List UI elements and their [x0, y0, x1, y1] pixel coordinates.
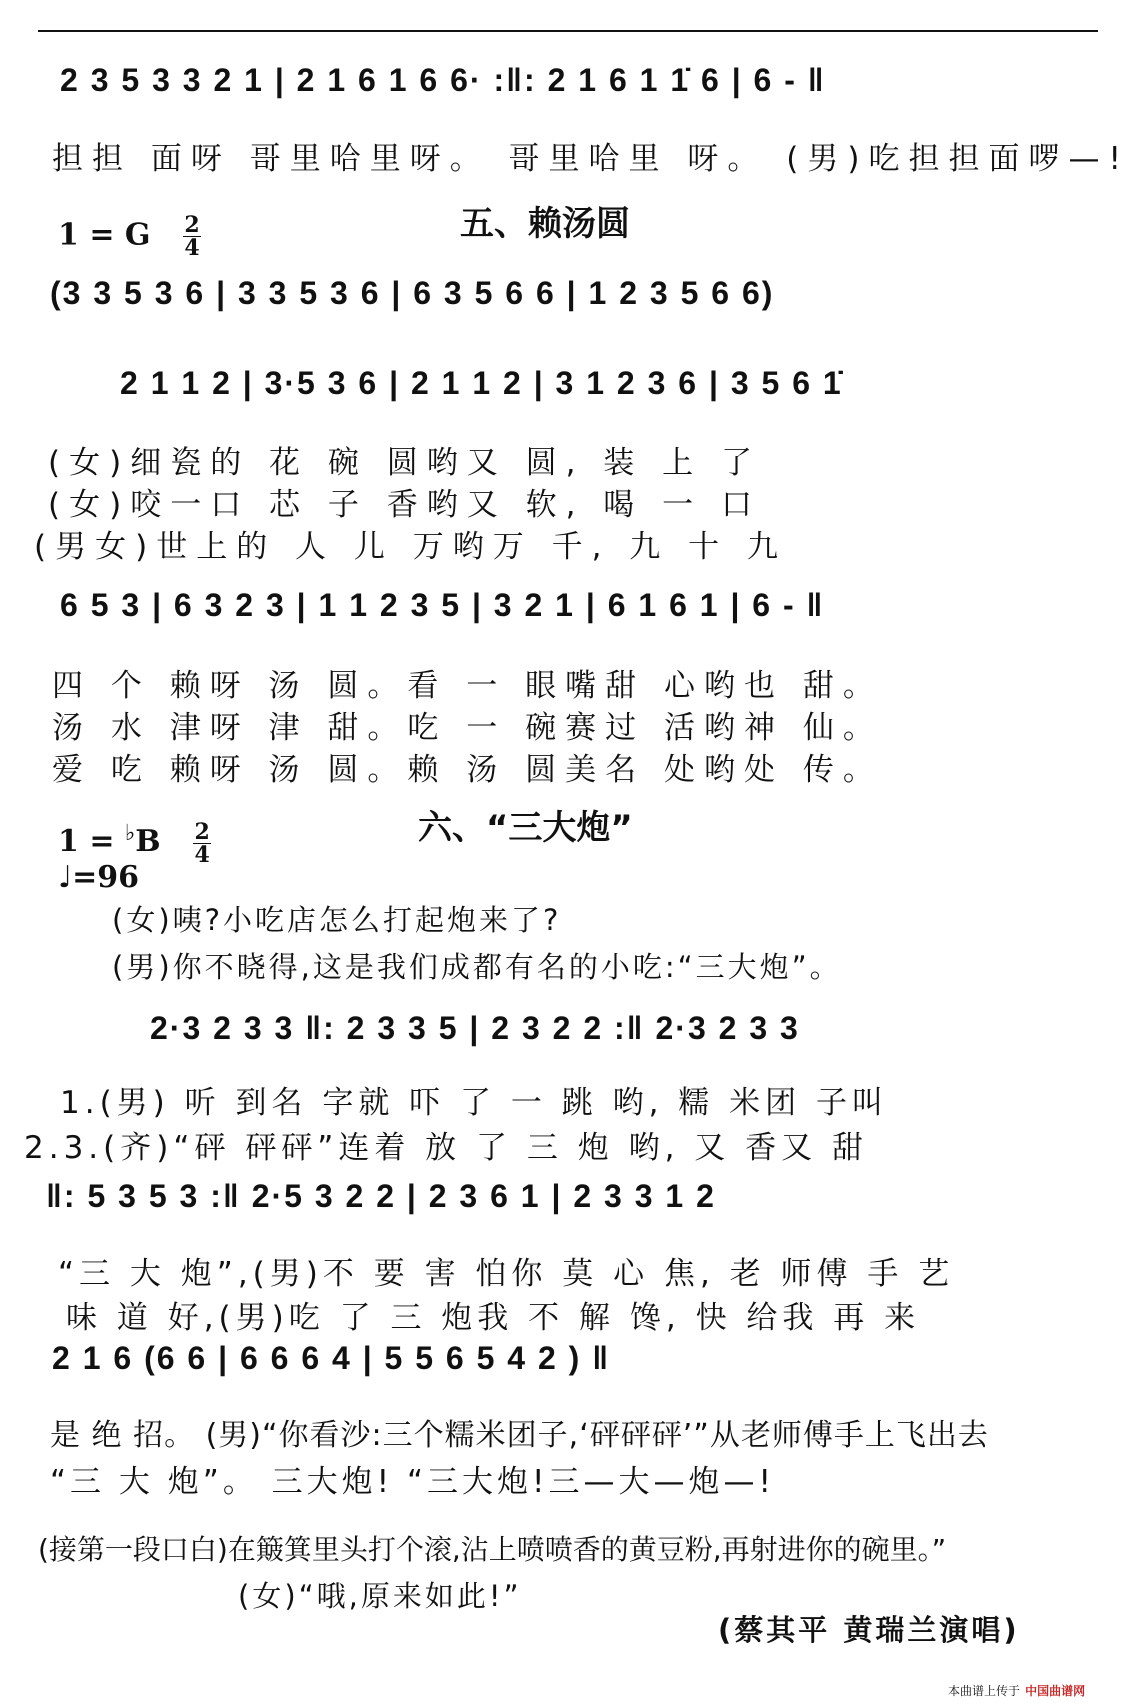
notation-line: 2·3 2 3 3 ‖: 2 3 3 5 | 2 3 2 2 :‖ 2·3 2 3 3	[150, 1010, 800, 1046]
lyrics-line: 味 道 好,(男)吃 了 三 炮我 不 解 馋, 快 给我 再 来	[66, 1300, 921, 1336]
section-title: 六、“三大炮”	[418, 808, 633, 848]
key-note: B	[135, 824, 161, 859]
tempo-marking	[58, 860, 139, 895]
quarter-note-icon: ♩	[58, 860, 73, 895]
time-signature: $\frac{2}{4}$	[184, 212, 200, 261]
notation-line: 2 3 5 3 3 2 1 | 2 1 6 1 6 6· :‖: 2 1 6 1 1̇ 6 | 6 - ‖	[60, 62, 826, 98]
lyrics-line: “三 大 炮”。 三大炮! “三大炮!三—大—炮—!	[50, 1464, 775, 1500]
notation-line: (3 3 5 3 6 | 3 3 5 3 6 | 6 3 5 6 6 | 1 2 3 5 6 6)	[50, 275, 775, 311]
key-label: 1 =	[58, 824, 125, 859]
upload-text: 本曲谱上传于	[948, 1684, 1021, 1698]
performer-credit: (蔡其平 黄瑞兰演唱)	[718, 1613, 1020, 1647]
lyrics-line: 爱 吃 赖呀 汤 圆。赖 汤 圆美名 处哟处 传。	[52, 752, 883, 788]
tempo-value: =96	[72, 860, 140, 895]
lyrics-line: (女)细瓷的 花 碗 圆哟又 圆, 装 上 了	[48, 445, 762, 481]
lyrics-line: 担担 面呀 哥里哈里呀。 哥里哈里 呀。 (男)吃担担面啰—!	[52, 141, 1130, 177]
flat-sign: ♭	[124, 820, 136, 846]
notation-line: 2 1 1 2 | 3·5 3 6 | 2 1 1 2 | 3 1 2 3 6 | 3 5 6 1̇	[120, 365, 843, 401]
lyrics-line: 2.3.(齐)“砰 砰砰”连着 放 了 三 炮 哟, 又 香又 甜	[24, 1130, 869, 1166]
dialog-line: (接第一段口白)在簸箕里头打个滚,沾上喷喷香的黄豆粉,再射进你的碗里。”	[38, 1533, 947, 1566]
footer-watermark	[948, 1680, 1085, 1699]
site-logo: 中国曲谱网	[1025, 1684, 1086, 1698]
notation-line: 6 5 3 | 6 3 2 3 | 1 1 2 3 5 | 3 2 1 | 6 1 6 1 | 6 - ‖	[60, 587, 825, 623]
dialog-line: (女)“哦,原来如此!”	[238, 1579, 522, 1613]
key-signature	[58, 214, 201, 259]
lyrics-line: 是 绝 招。 (男)“你看沙:三个糯米团子,‘砰砰砰’”从老师傅手上飞出去	[50, 1418, 989, 1453]
time-signature: $\frac{2}{4}$	[194, 818, 210, 868]
section-title: 五、赖汤圆	[460, 204, 630, 244]
lyrics-line: 四 个 赖呀 汤 圆。看 一 眼嘴甜 心哟也 甜。	[52, 668, 883, 704]
key-signature	[58, 820, 211, 866]
lyrics-line: 1.(男) 听 到名 字就 吓 了 一 跳 哟, 糯 米团 子叫	[60, 1085, 889, 1121]
lyrics-line: 汤 水 津呀 津 甜。吃 一 碗赛过 活哟神 仙。	[52, 710, 883, 746]
lyrics-line: (女)咬一口 芯 子 香哟又 软, 喝 一 口	[48, 487, 762, 523]
notation-line: 2 1 6 (6 6 | 6 6 6 4 | 5 5 6 5 4 2 ) ‖	[52, 1340, 611, 1376]
notation-line: ‖: 5 3 5 3 :‖ 2·5 3 2 2 | 2 3 6 1 | 2 3 3 1 2	[46, 1178, 716, 1214]
key-label: 1 = G	[58, 217, 151, 253]
top-rule	[38, 30, 1098, 32]
lyrics-line: (男女)世上的 人 儿 万哟万 千, 九 十 九	[34, 529, 788, 565]
dialog-line: (女)咦?小吃店怎么打起炮来了?	[112, 903, 562, 937]
dialog-line: (男)你不晓得,这是我们成都有名的小吃:“三大炮”。	[112, 950, 842, 984]
lyrics-line: “三 大 炮”,(男)不 要 害 怕你 莫 心 焦, 老 师傅 手 艺	[58, 1256, 955, 1292]
